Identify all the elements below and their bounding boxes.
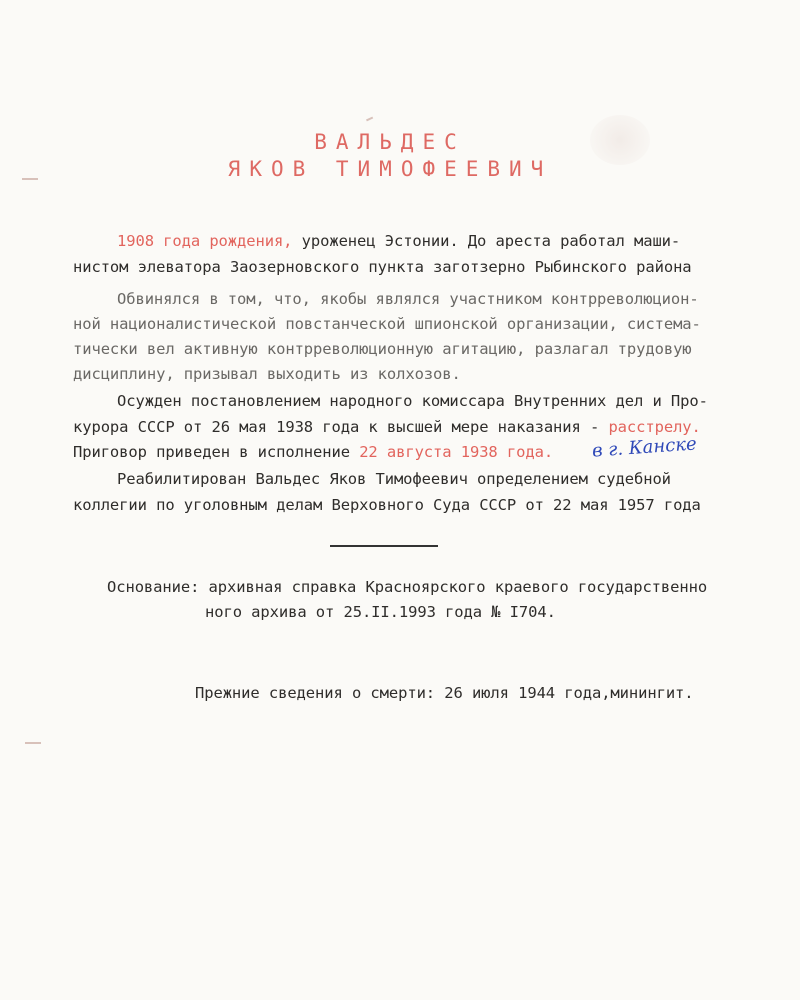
title-surname: ВАЛЬДЕС — [314, 130, 466, 154]
bio-line-1-text: уроженец Эстонии. До ареста работал маши- — [292, 232, 681, 250]
sentence-line-3-text: Приговор приведен в исполнение — [73, 443, 360, 461]
death-info: Прежние сведения о смерти: 26 июля 1944 года,минингит. — [195, 684, 694, 702]
bio-line-2: нистом элеватора Заозерновского пункта заготзерно Рыбинского района — [73, 258, 692, 276]
charge-line-3: тически вел активную контрреволюционную агитацию, разлагал трудовую — [73, 340, 692, 358]
execution-date: 22 августа 1938 года. — [359, 443, 554, 461]
charge-line-2: ной националистической повстанческой шпионской организации, система- — [73, 315, 701, 333]
section-divider — [330, 545, 438, 547]
charge-line-4: дисциплину, призывал выходить из колхозов. — [73, 365, 461, 383]
sentence-type: расстрелу. — [608, 418, 701, 436]
rehab-line-2: коллегии по уголовным делам Верховного Суда СССР от 22 мая 1957 года — [73, 496, 701, 514]
basis-line-1: Основание: архивная справка Красноярского краевого государственно — [107, 578, 708, 596]
paper-stain — [590, 115, 650, 165]
basis-line-2: ного архива от 25.II.1993 года № I704. — [205, 603, 556, 621]
sentence-line-2-text: курора СССР от 26 мая 1938 года к высшей мере наказания - — [73, 418, 609, 436]
handwritten-place-note: в г. Канске — [591, 433, 698, 462]
margin-mark-bottom — [25, 742, 41, 744]
title-name: ЯКОВ ТИМОФЕЕВИЧ — [227, 157, 553, 181]
bio-line-1 — [117, 232, 680, 250]
sentence-line-2 — [73, 418, 701, 436]
rehab-line-1: Реабилитирован Вальдес Яков Тимофеевич определением судебной — [117, 470, 671, 488]
birth-year: 1908 года рождения, — [117, 232, 293, 250]
top-mark — [366, 117, 373, 121]
sentence-line-3 — [73, 443, 553, 461]
margin-mark-top — [22, 178, 38, 180]
charge-line-1: Обвинялся в том, что, якобы являлся участником контрреволюцион- — [117, 290, 699, 308]
sentence-line-1: Осужден постановлением народного комиссара Внутренних дел и Про- — [117, 392, 708, 410]
